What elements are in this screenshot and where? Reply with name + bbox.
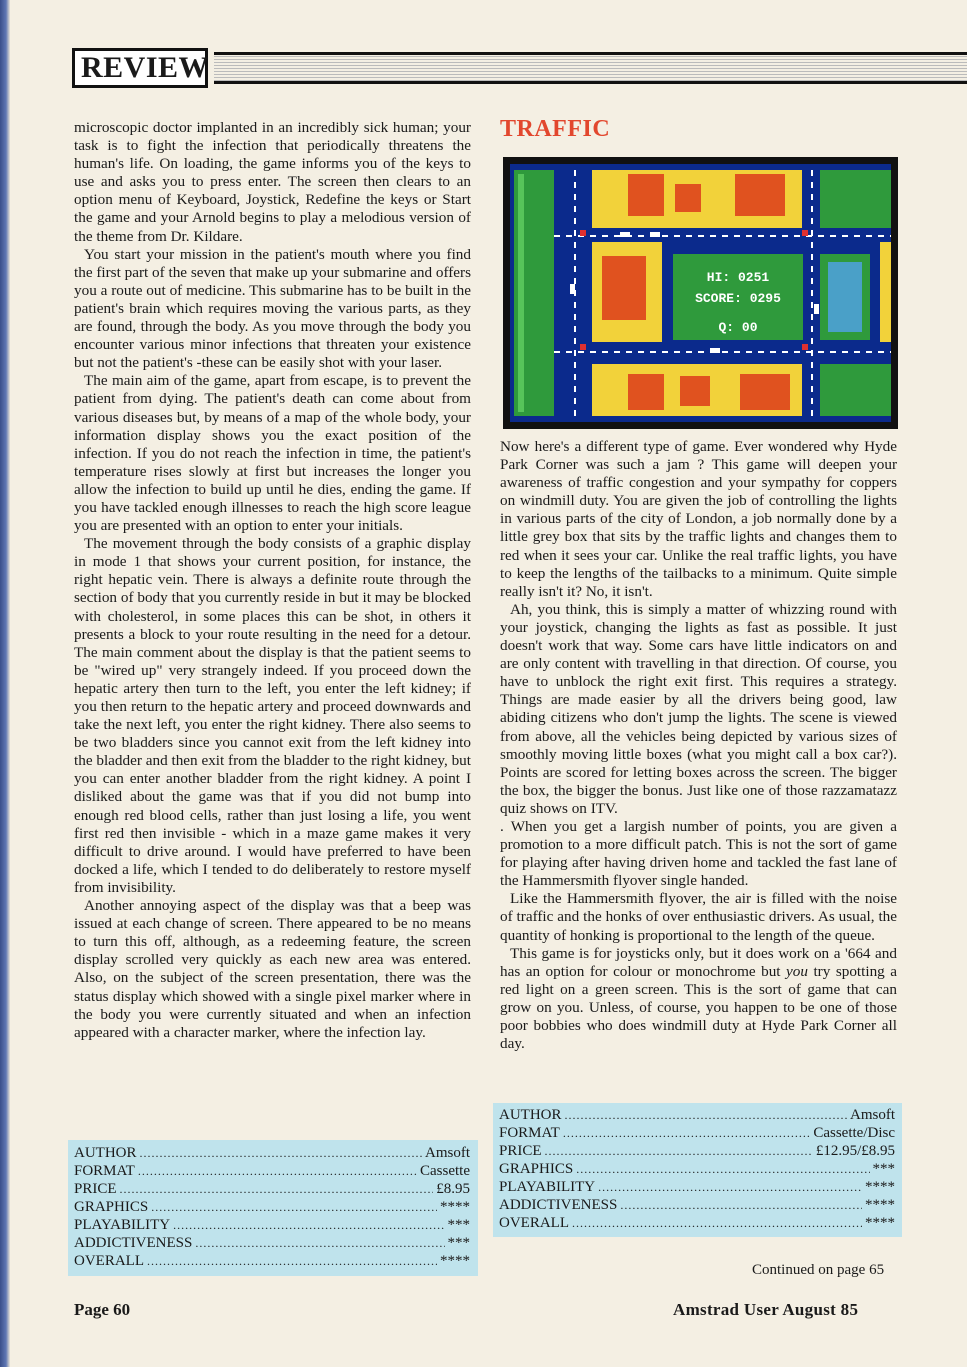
- paragraph: microscopic doctor implanted in an incredibly sick human; your task is to fight the infection that periodically threatens the human's life. On loading, the game informs you of the keys to use and asks you to press enter. The screen then clears to an option menu of Keyboard, Joystick, Redefine the keys or Start the game and your Arnold begins to play a melodious version of the theme from Dr. Kildare.: [74, 119, 471, 245]
- hi-score-readout: HI: 0251: [706, 270, 770, 285]
- traffic-article-body: [500, 438, 897, 1053]
- traffic-game-scene: [510, 164, 891, 422]
- paragraph: The main aim of the game, apart from escape, is to prevent the patient from dying. The patient's death can come about from various diseases but, by means of a map of the whole body, your information display shows you the exact position of the infection. If you do not reach the infection in time, the patient's temperature rises slowly at first but increases the longer you allow the infection to build up until he dies, ending the game. If you have tackled enough illnesses to reach the high score league you are presented with an option to enter your initials.: [74, 372, 471, 535]
- paragraph: Ah, you think, this is simply a matter of whizzing round with your joystick, changing the lights as fast as possible. It just doesn't work that way. Some cars have little indicators on and are only content with travelling in that direction. Of course, you have to unblock the right exit first. This requires a strategy. Things are made easier by all the drivers being good, law abiding citizens who don't jump the lights. The scene is viewed from above, all the vehicles being depicted by various sizes of smoothly moving little boxes (what you might call a box car?). Points are scored for letting boxes across the screen. The bigger the box, the bigger the bonus. Just like one of those razzamatazz quiz shows on ITV.: [500, 600, 897, 817]
- rating-row-graphics: GRAPHICS ..... ***: [499, 1160, 895, 1178]
- rating-row-author: AUTHOR ..... Amsoft: [499, 1106, 895, 1124]
- rating-row-format: FORMAT ..... Cassette/Disc: [499, 1124, 895, 1142]
- score-readout: SCORE: 0295: [695, 291, 781, 306]
- traffic-title: TRAFFIC: [500, 116, 611, 142]
- review-label: REVIEW: [72, 48, 208, 88]
- left-article-body: [74, 119, 471, 1042]
- header-stripe: [214, 52, 967, 84]
- paragraph: . When you get a largish number of points, you are given a promotion to a more difficult patch. This is not the sort of game for playing after having driven home and tackled the fast lane of the Hammersmith flyover single handed.: [500, 817, 897, 890]
- continued-note: Continued on page 65: [752, 1262, 885, 1278]
- rating-row-author: AUTHOR ..... Amsoft: [74, 1144, 470, 1162]
- traffic-review-ratings: [493, 1103, 902, 1237]
- rating-row-addictiveness: ADDICTIVENESS ..... ***: [74, 1234, 470, 1252]
- paragraph: Like the Hammersmith flyover, the air is filled with the noise of traffic and the honks of over enthusiastic drivers. As usual, the quantity of honking is proportional to the length of the queue.: [500, 890, 897, 944]
- rating-row-graphics: GRAPHICS ..... ****: [74, 1198, 470, 1216]
- section-header: [72, 48, 967, 90]
- left-review-ratings: [68, 1140, 478, 1276]
- rating-row-price: PRICE ..... £12.95/£8.95: [499, 1142, 895, 1160]
- magazine-issue: Amstrad User August 85: [673, 1300, 859, 1319]
- paragraph: You start your mission in the patient's mouth where you find the first part of the seven that make up your submarine and offers you a route out of medicine. This submarine has to be built in the patient's brain which requires moving the various parts, as they are found, through the body. As you move through the body you encounter various minor infections that threaten your existence but not the patient's -these can be easily shot with your laser.: [74, 245, 472, 372]
- rating-row-overall: OVERALL ..... ****: [499, 1214, 895, 1232]
- paragraph: The movement through the body consists of a graphic display in mode 1 that shows your current position, for instance, the right hepatic vein. There is always a definite route through the section of body that you currently reside in but it may be blocked with cholesterol, in some places this can be shot, in others it presents a block to your route resulting in the need for a detour. The main comment about the display is that the patient seems to be "wired up" very strangely indeed. If you proceed down the hepatic artery then turn to the left, you enter the left kidney; if you then return to the hepatic artery and proceed downwards and take the next left, you enter the right kidney. There also seems to be two bladders since you cannot exit from the left kidney into the bladder and then exit from the bladder to the right kidney, but you can enter another bladder from the right kidney. A point I disliked about the game was that if you did not bump into enough red blood cells, rather than just losing a life, you went first red then invisible - which in a maze game makes it very difficult to drive around. I would have preferred to have been docked a life, which I tended to do deliberately to restore myself from invisibility.: [74, 535, 471, 896]
- binding-edge: [0, 0, 10, 1367]
- rating-row-playability: PLAYABILITY ..... ****: [499, 1178, 895, 1196]
- paragraph: Another annoying aspect of the display was that a beep was issued at each change of screen. There appeared to be no means to turn this off, although, as a redeeming feature, the screen display scrolled very quickly as each new area was entered. Also, on the subject of the screen presentation, there was the status display which showed with a single pixel marker where in the body you were currently situated and when an infection appeared with a character marker, where the infection lay.: [74, 897, 471, 1041]
- rating-row-addictiveness: ADDICTIVENESS ..... ****: [499, 1196, 895, 1214]
- paragraph: Now here's a different type of game. Ever wondered why Hyde Park Corner was such a jam ? This game will deepen your awareness of traffic congestion and your sympathy for coppers on windmill duty. You are given the job of controlling the lights in various parts of the city of London, a job normally done by a little grey box that sits by the traffic lights and changes them to red when it sees your car. Unlike the real traffic lights, you have to keep the lengths of the tailbacks to a minimum. Quite simple really isn't it? No, it isn't.: [500, 438, 897, 600]
- rating-row-overall: OVERALL ..... ****: [74, 1252, 470, 1270]
- page-number: Page 60: [74, 1300, 131, 1319]
- rating-row-playability: PLAYABILITY ..... ***: [74, 1216, 470, 1234]
- paragraph: This game is for joysticks only, but it does work on a '664 and has an option for colour or monochrome but you try spotting a red light on a green screen. This is the sort of game that can grow on you. Unless, of course, you happen to be one of those poor bobbies who does windmill duty at Hyde Park Corner all day.: [500, 944, 897, 1053]
- rating-row-format: FORMAT ..... Cassette: [74, 1162, 470, 1180]
- rating-row-price: PRICE ..... £8.95: [74, 1180, 470, 1198]
- queue-readout: Q: 00: [718, 320, 758, 335]
- game-screenshot: [503, 157, 898, 429]
